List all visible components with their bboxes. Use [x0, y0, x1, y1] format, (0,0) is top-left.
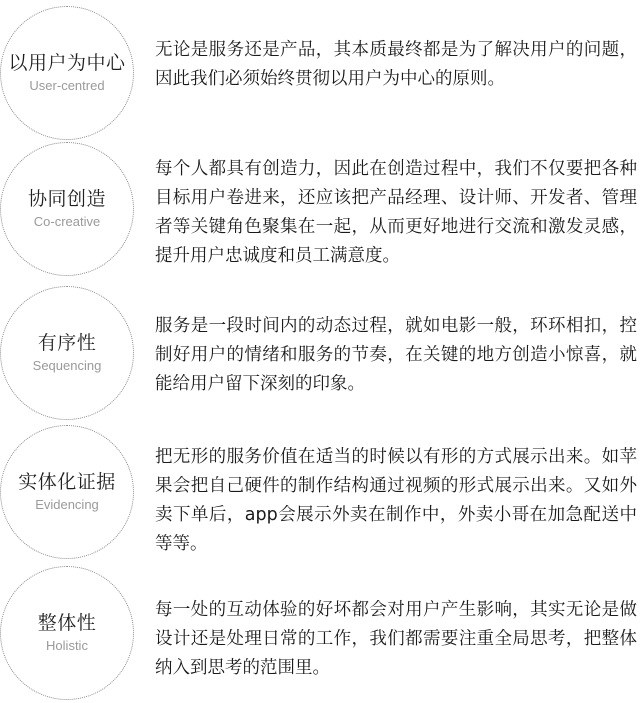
principle-description: 无论是服务还是产品，其本质最终都是为了解决用户的问题，因此我们必须始终贯彻以用户为中心的原则。 [155, 40, 637, 89]
principle-badge [0, 286, 134, 420]
principle-title: 协同创造 [27, 188, 106, 210]
principle-subtitle: Co-creative [33, 214, 101, 229]
principle-badge [0, 142, 134, 276]
principle-title: 有序性 [37, 332, 97, 354]
principle-badge [0, 6, 134, 140]
principle-description: 每个人都具有创造力，因此在创造过程中，我们不仅要把各种目标用户卷进来，还应该把产品经理、设计师、开发者、管理者等关键角色聚集在一起，从而更好地进行交流和激发灵感，提升用户忠诚度和员工满意度。 [155, 159, 637, 266]
principle-subtitle: User-centred [29, 78, 105, 93]
principle-subtitle: Evidencing [35, 497, 99, 512]
principle-description: 服务是一段时间内的动态过程，就如电影一般，环环相扣，控制好用户的情绪和服务的节奏，在关键的地方创造小惊喜，就能给用户留下深刻的印象。 [155, 316, 637, 394]
principle-subtitle: Holistic [46, 638, 88, 653]
principle-badge [0, 425, 134, 559]
principle-subtitle: Sequencing [32, 358, 102, 373]
principle-title: 以用户为中心 [8, 52, 126, 74]
principle-description: 把无形的服务价值在适当的时候以有形的方式展示出来。如苹果会把自己硬件的制作结构通过视频的形式展示出来。又如外卖下单后，app会展示外卖在制作中，外卖小哥在加急配送中等等。 [155, 447, 637, 554]
principle-badge [0, 566, 134, 700]
principle-description: 每一处的互动体验的好坏都会对用户产生影响，其实无论是做设计还是处理日常的工作，我们都需要注重全局思考，把整体纳入到思考的范围里。 [155, 600, 637, 678]
principle-title: 整体性 [37, 612, 97, 634]
principle-title: 实体化证据 [18, 471, 116, 493]
